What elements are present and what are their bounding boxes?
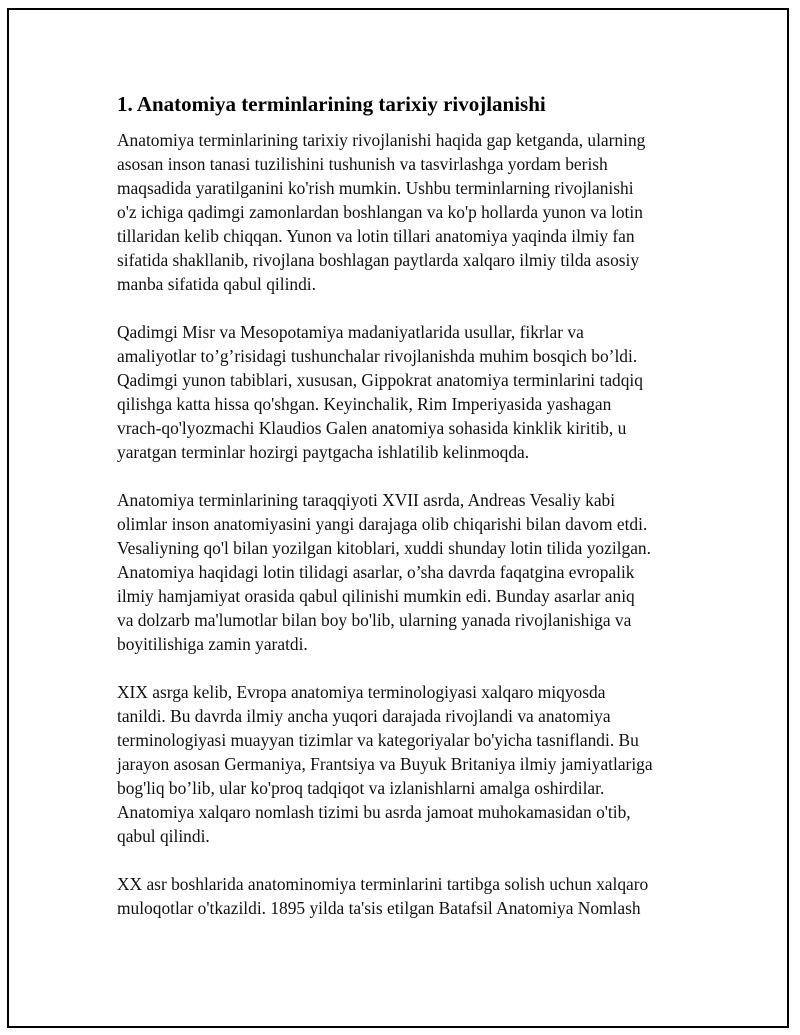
text-line: bog'liq bo’lib, ular ko'proq tadqiqot va izlanishlarni amalga oshirdilar. (117, 778, 605, 798)
text-line: muloqotlar o'tkazildi. 1895 yilda ta'sis etilgan Batafsil Anatomiya Nomlash (117, 898, 641, 918)
text-line: ilmiy hamjamiyat orasida qabul qilinishi mumkin edi. Bunday asarlar aniq (117, 586, 635, 606)
text-line: Qadimgi Misr va Mesopotamiya madaniyatlarida usullar, fikrlar va (117, 322, 584, 342)
text-line: va dolzarb ma'lumotlar bilan boy bo'lib, ularning yanada rivojlanishiga va (117, 610, 632, 630)
paragraph (117, 680, 697, 848)
text-line: qilishga katta hissa qo'shgan. Keyinchalik, Rim Imperiyasida yashagan (117, 394, 612, 414)
paragraph (117, 320, 697, 464)
text-line: XX asr boshlarida anatominomiya terminlarini tartibga solish uchun xalqaro (117, 874, 649, 894)
text-line: Anatomiya xalqaro nomlash tizimi bu asrda jamoat muhokamasidan o'tib, (117, 802, 631, 822)
text-line: maqsadida yaratilganini ko'rish mumkin. Ushbu terminlarning rivojlanishi (117, 178, 634, 198)
text-line: olimlar inson anatomiyasini yangi darajaga olib chiqarishi bilan davom etdi. (117, 514, 648, 534)
text-line: yaratgan terminlar hozirgi paytgacha ishlatilib kelinmoqda. (117, 442, 530, 462)
text-line: manba sifatida qabul qilindi. (117, 274, 316, 294)
document-body (117, 92, 697, 944)
text-line: amaliyotlar to’g’risidagi tushunchalar rivojlanishda muhim bosqich bo’ldi. (117, 346, 638, 366)
text-line: Qadimgi yunon tabiblari, xususan, Gippokrat anatomiya terminlarini tadqiq (117, 370, 643, 390)
paragraph (117, 872, 697, 920)
text-line: Anatomiya terminlarining taraqqiyoti XVII asrda, Andreas Vesaliy kabi (117, 490, 616, 510)
section-heading: 1. Anatomiya terminlarining tarixiy rivojlanishi (117, 92, 546, 116)
text-line: asosan inson tanasi tuzilishini tushunish va tasvirlashga yordam berish (117, 154, 608, 174)
text-line: tanildi. Bu davrda ilmiy ancha yuqori darajada rivojlandi va anatomiya (117, 706, 611, 726)
text-line: vrach-qo'lyozmachi Klaudios Galen anatomiya sohasida kinklik kiritib, u (117, 418, 627, 438)
text-line: Vesaliyning qo'l bilan yozilgan kitoblari, xuddi shunday lotin tilida yozilgan. (117, 538, 651, 558)
text-line: o'z ichiga qadimgi zamonlardan boshlangan va ko'p hollarda yunon va lotin (117, 202, 643, 222)
text-line: qabul qilindi. (117, 826, 210, 846)
text-line: sifatida shakllanib, rivojlana boshlagan paytlarda xalqaro ilmiy tilda asosiy (117, 250, 640, 270)
text-line: XIX asrga kelib, Evropa anatomiya terminologiyasi xalqaro miqyosda (117, 682, 606, 702)
text-line: tillaridan kelib chiqqan. Yunon va lotin tillari anatomiya yaqinda ilmiy fan (117, 226, 635, 246)
text-line: terminologiyasi muayyan tizimlar va kategoriyalar bo'yicha tasniflandi. Bu (117, 730, 639, 750)
text-line: Anatomiya haqidagi lotin tilidagi asarlar, o’sha davrda faqatgina evropalik (117, 562, 635, 582)
text-line: boyitilishiga zamin yaratdi. (117, 634, 308, 654)
text-line: jarayon asosan Germaniya, Frantsiya va Buyuk Britaniya ilmiy jamiyatlariga (117, 754, 653, 774)
paragraph (117, 128, 697, 296)
paragraph (117, 488, 697, 656)
text-line: Anatomiya terminlarining tarixiy rivojlanishi haqida gap ketganda, ularning (117, 130, 646, 150)
